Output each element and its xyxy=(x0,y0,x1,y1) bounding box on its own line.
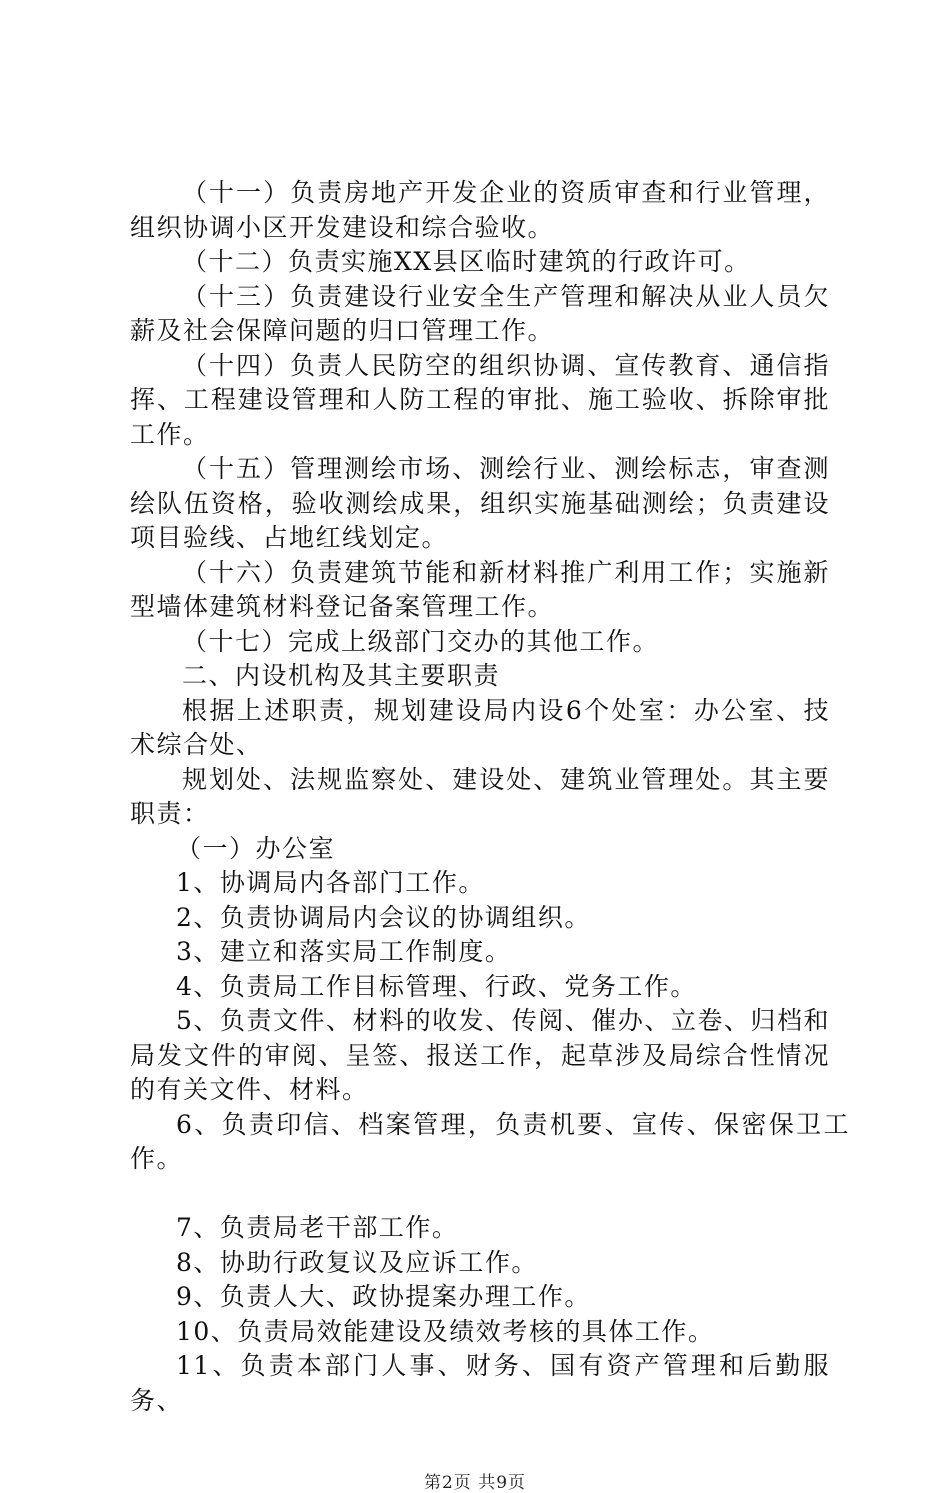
paragraph-11: （十一）负责房地产开发企业的资质审查和行业管理，组织协调小区开发建设和综合验收。 xyxy=(130,178,830,242)
office-item-5: 5、负责文件、材料的收发、传阅、催办、立卷、归档和局发文件的审阅、呈签、报送工作，起草涉及局综合性情况的有关文件、材料。 xyxy=(130,1006,830,1104)
office-item-8: 8、协助行政复议及应诉工作。 xyxy=(176,1247,538,1277)
office-item-2: 2、负责协调局内会议的协调组织。 xyxy=(176,902,591,932)
office-item-1: 1、协调局内各部门工作。 xyxy=(176,868,485,897)
office-item-7: 7、负责局老干部工作。 xyxy=(176,1213,459,1242)
office-item-11: 11、负责本部门人事、财务、国有资产管理和后勤服务、 xyxy=(130,1351,830,1415)
office-item-3: 3、建立和落实局工作制度。 xyxy=(176,937,512,966)
paragraph-intro-2: 规划处、法规监察处、建设处、建筑业管理处。其主要职责： xyxy=(130,764,830,828)
page-footer: 第2页 共9页 xyxy=(423,1473,527,1493)
paragraph-15: （十五）管理测绘市场、测绘行业、测绘标志，审查测绘队伍资格，验收测绘成果，组织实施基础测绘；负责建设项目验线、占地红线划定。 xyxy=(130,454,830,552)
office-item-4: 4、负责局工作目标管理、行政、党务工作。 xyxy=(176,971,697,1001)
paragraph-13: （十三）负责建设行业安全生产管理和解决从业人员欠薪及社会保障问题的归口管理工作。 xyxy=(130,281,830,345)
subsection-heading-office: （一）办公室 xyxy=(176,833,336,863)
paragraph-12: （十二）负责实施XX县区临时建筑的行政许可。 xyxy=(182,247,751,276)
paragraph-16: （十六）负责建筑节能和新材料推广利用工作；实施新型墙体建筑材料登记备案管理工作。 xyxy=(130,557,830,621)
paragraph-intro-1: 根据上述职责，规划建设局内设6个处室：办公室、技术综合处、 xyxy=(130,695,830,759)
office-item-10: 10、负责局效能建设及绩效考核的具体工作。 xyxy=(176,1316,715,1346)
section-heading: 二、内设机构及其主要职责 xyxy=(182,661,501,690)
office-item-9: 9、负责人大、政协提案办理工作。 xyxy=(176,1282,591,1311)
office-item-6: 6、负责印信、档案管理，负责机要、宣传、保密保卫工作。 xyxy=(130,1109,850,1173)
paragraph-17: （十七）完成上级部门交办的其他工作。 xyxy=(182,626,660,656)
paragraph-14: （十四）负责人民防空的组织协调、宣传教育、通信指挥、工程建设管理和人防工程的审批、施工验收、拆除审批工作。 xyxy=(130,350,830,449)
